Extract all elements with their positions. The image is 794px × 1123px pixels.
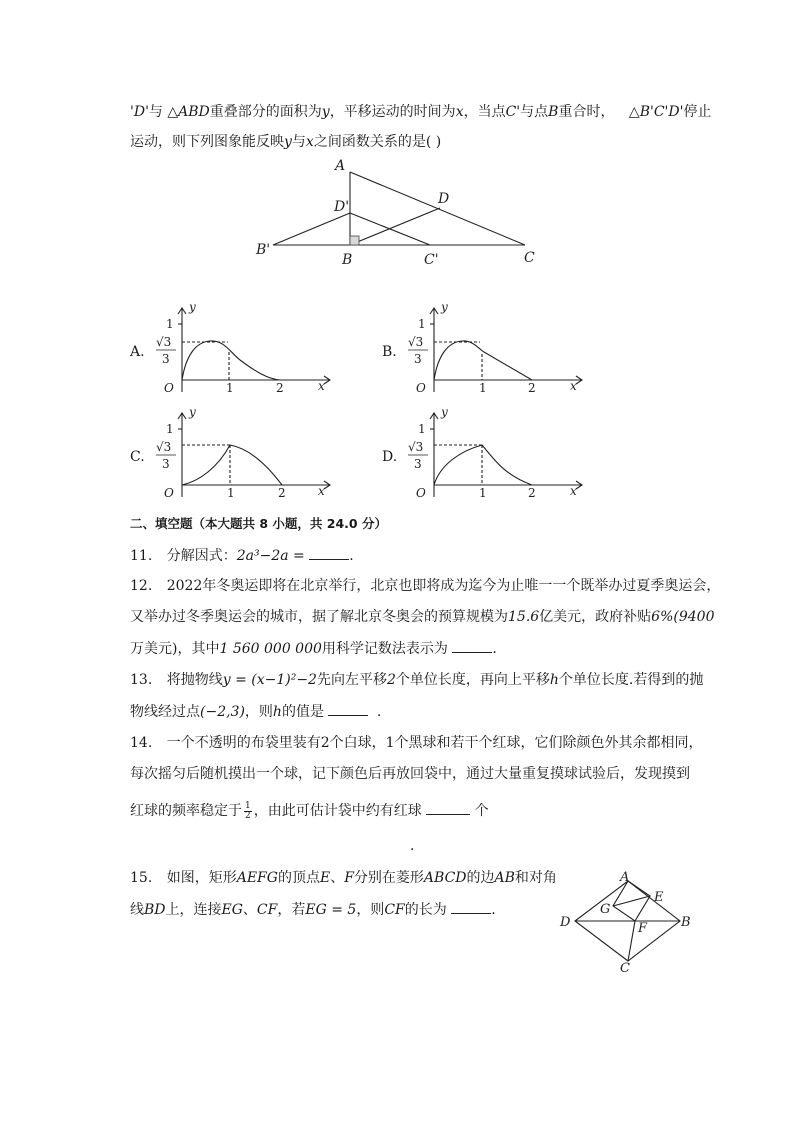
option-b-graph [400,300,590,400]
q15-text: EG [221,902,243,918]
axis-label-y: y [441,405,448,419]
q15-text: 如图，矩形 [166,870,237,886]
point-label-a: A [620,870,630,885]
q10-text: ，平移运动的时间为 [329,104,456,120]
question-number: 13. [130,672,153,688]
question-number: 12. [130,578,153,594]
tick-label-1: 1 [418,317,426,331]
x-tick-2: 2 [528,486,536,500]
q12-line3 [130,638,497,659]
q13-text: 的值是 [281,704,324,720]
fraction-numerator: 1 [245,800,251,811]
tick-label-sqrt3: √3 [156,440,172,454]
q10-text: x [455,104,464,120]
q14-end: 个 [474,803,489,819]
q13-line2 [130,701,381,722]
option-d-graph [400,405,590,505]
origin-label: O [164,486,174,500]
tick-label-3: 3 [162,457,170,471]
point-label-d: D [438,191,450,207]
q11-line [130,545,354,566]
axis-label-y: y [189,300,196,314]
q15-text: EG = 5 [305,902,357,918]
point-label-b: B [681,915,691,930]
answer-blank[interactable] [426,800,470,815]
point-label-c: C [620,961,630,976]
q10-text: y [321,104,330,120]
q12-line2 [130,607,714,627]
tick-label-sqrt3: √3 [408,440,424,454]
q10-triangle-figure [0,0,794,290]
option-label: A. [130,344,145,360]
q15-text: AEFG [236,870,278,886]
q15-text: 上，连接 [165,902,222,918]
q12-text: 1 560 000 000 [219,641,322,657]
q13-text: h [272,704,282,720]
q12-text: 2022年冬奥运即将在北京举行，北京也即将成为迄今为止唯一一个既举办过夏季奥运会， [166,578,721,594]
point-label-b: B [342,252,353,268]
tick-label-3: 3 [414,352,422,366]
q13-line1 [130,670,703,690]
q13-text: 物线经过点 [130,704,200,720]
q13-text: 2 [386,672,396,688]
q12-end: . [492,641,497,657]
x-tick-1: 1 [227,486,235,500]
q14-line1 [130,733,703,753]
q13-text: 将抛物线 [166,672,223,688]
q13-text: y = (x−1)²−2 [222,672,317,688]
axis-label-y: y [189,405,196,419]
origin-label: O [416,486,426,500]
q13-text: (−2,3) [200,704,245,720]
q15-line2 [130,899,496,920]
q15-text: E [319,870,331,886]
point-label-bp: B' [256,242,271,258]
question-number: 15. [130,870,153,886]
x-tick-2: 2 [528,381,536,395]
fraction [244,802,252,821]
q13-text: ，则 [244,704,273,720]
segment-cf [628,921,635,961]
q15-text: 的顶点 [277,870,320,886]
option-c-graph [148,405,338,505]
q14-text: ，由此可估计袋中约有红球 [253,803,422,819]
q15-text: 和对角 [514,870,557,886]
tick-label-1: 1 [418,422,426,436]
option-c[interactable] [130,405,340,505]
q10-text: 重合时， [558,104,615,120]
answer-blank[interactable] [328,701,368,716]
segment-bd [350,208,440,245]
point-label-d: D [560,915,571,930]
option-a[interactable] [130,300,340,400]
q15-text: 分别在菱形 [353,870,424,886]
answer-blank[interactable] [452,638,492,653]
q10-text: ABD [178,104,210,120]
q10-text: y [284,134,292,150]
option-a-graph [148,300,338,400]
answer-blank[interactable] [309,545,349,560]
q10-text: 'D' [130,104,149,120]
point-label-f: F [638,921,648,936]
axis-label-x: x [570,379,577,393]
q14-text: 一个不透明的布袋里装有2个白球，1个黑球和若干个红球，它们除颜色外其余都相同， [166,735,703,751]
section-heading: 二、填空题（本大题共 8 小题，共 24.0 分） [130,516,387,531]
q15-text: 的长为 [404,902,447,918]
x-tick-2: 2 [278,486,286,500]
x-tick-2: 2 [276,381,284,395]
q15-text: 线 [130,902,144,918]
tick-label-3: 3 [414,457,422,471]
q13-text: h [549,672,559,688]
x-tick-1: 1 [479,381,487,395]
origin-label: O [164,381,174,395]
q10-text: 与 △ [148,104,179,120]
q10-text: 运动，则下列图象能反映 [130,134,284,150]
q14-dot: . [410,838,415,854]
segment-bpdp [273,213,350,245]
q10-text: 重叠部分的面积为 [209,104,322,120]
q15-text: 、 [330,870,345,886]
tick-label-3: 3 [162,352,170,366]
answer-blank[interactable] [451,899,491,914]
option-b[interactable] [382,300,592,400]
tick-label-sqrt3: √3 [156,335,172,349]
q12-text: 亿美元，政府补贴 [539,609,652,625]
q10-text: 之间函数关系的是( ) [313,134,442,150]
q12-text: 6%(9400 [651,609,715,625]
q11-expression: 2a³−2a = [236,548,305,564]
right-angle-mark [350,236,359,245]
q14-line3 [130,800,489,821]
q15-text: 、 [242,902,257,918]
point-label-c: C [524,250,535,266]
q13-text: 个单位长度.若得到的抛 [558,672,704,688]
q10-text: C' [505,104,521,120]
q10-text: B [548,104,559,120]
point-label-g: G [600,902,611,917]
q15-text: CF [384,902,405,918]
q13-text: 先向左平移 [316,672,387,688]
point-label-dp: D' [334,199,350,215]
q15-text: AB [494,870,515,886]
q12-line1 [130,576,720,596]
q15-text: BD [144,902,166,918]
point-label-a: A [335,158,346,174]
q14-text: 每次摇匀后随机摸出一个球，记下颜色后再放回袋中，通过大量重复摸球试验后，发现摸到 [130,766,690,782]
q15-text: F [344,870,354,886]
option-label: D. [382,449,398,465]
fraction-denominator: 2 [245,810,251,821]
option-label: C. [130,449,145,465]
q10-text: 与点 [520,104,549,120]
x-tick-1: 1 [226,381,234,395]
tick-label-sqrt3: √3 [408,335,424,349]
q10-text: 与 [291,134,306,150]
q13-text: 个单位长度，再向上平移 [395,672,550,688]
question-number: 11. [130,548,153,564]
q15-text: ABCD [423,870,467,886]
q15-text: ，若 [277,902,306,918]
q12-text: 万美元)，其中 [130,641,220,657]
question-number: 14. [130,735,153,751]
axis-label-x: x [318,379,325,393]
option-d[interactable] [382,405,592,505]
q15-end: . [491,902,496,918]
point-label-cp: C' [424,252,439,268]
q11-end: . [349,548,354,564]
q15-text: CF [256,902,278,918]
q15-rhombus-figure [550,868,710,978]
q12-text: 15.6 [508,609,540,625]
x-tick-1: 1 [479,486,487,500]
origin-label: O [416,381,426,395]
q10-text: 停止 [683,104,712,120]
point-label-e: E [654,890,664,905]
q13-end: . [376,704,382,720]
axis-label-x: x [570,484,577,498]
q15-text: 的边 [466,870,495,886]
axis-label-y: y [441,300,448,314]
q10-text: △ [628,104,640,120]
q14-text: 红球的频率稳定于 [130,803,242,819]
q10-text: ，当点 [463,104,506,120]
axis-label-x: x [318,484,325,498]
option-label: B. [382,344,397,360]
tick-label-1: 1 [166,422,174,436]
q10-text: x [305,134,314,150]
q15-text: ，则 [356,902,385,918]
q11-text: 分解因式： [166,548,237,564]
q15-line1 [130,868,557,888]
tick-label-1: 1 [166,317,174,331]
q12-text: 用科学记数法表示为 [321,641,448,657]
q14-line2 [130,764,690,784]
q10-text: B'C'D' [639,104,684,120]
q12-text: 又举办过冬季奥运会的城市，据了解北京冬奥会的预算规模为 [130,609,508,625]
